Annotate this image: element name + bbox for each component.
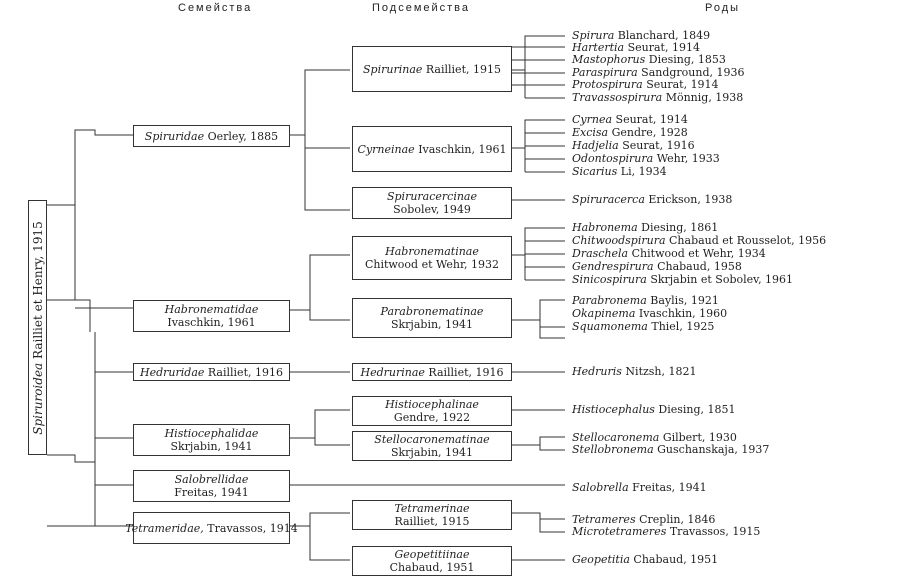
subfamily-author: Railliet, 1915 [425, 62, 501, 76]
family-author: Travassos, 1914 [207, 521, 298, 535]
header-subfamilies: Подсемейства [372, 2, 471, 14]
genus-author: Chitwood et Wehr, 1934 [631, 247, 766, 260]
root-name: Spiruroidea [30, 362, 45, 435]
genus-author: Erickson, 1938 [648, 193, 733, 206]
genus-item [572, 91, 743, 104]
genus-name: Histiocephalus [572, 403, 655, 416]
subfamily-author: Chabaud, 1951 [389, 561, 475, 574]
genus-author: Guschanskaja, 1937 [657, 443, 770, 456]
subfamily-name: Spiruracercinae [386, 190, 477, 203]
genus-author: Li, 1934 [620, 165, 667, 178]
genus-author: Diesing, 1861 [641, 221, 719, 234]
genus-name: Chitwoodspirura [572, 234, 666, 247]
genus-author: Gilbert, 1930 [662, 431, 737, 444]
genus-name: Spiruracerca [572, 193, 645, 206]
subfamily-box [352, 298, 512, 338]
genus-author: Seurat, 1914 [627, 41, 700, 54]
genus-name: Stellobronema [572, 443, 654, 456]
subfamily-name: Histiocephalinae [385, 398, 479, 411]
genus-author: Diesing, 1853 [648, 53, 726, 66]
genus-item [572, 320, 714, 333]
family-box [133, 363, 290, 381]
root-superfamily-box [28, 200, 47, 455]
subfamily-author: Ivaschkin, 1961 [418, 142, 507, 156]
genus-author: Blanchard, 1849 [617, 29, 711, 42]
family-box [125, 512, 298, 544]
genus-name: Cyrnea [572, 113, 613, 126]
genus-name: Stellocaronema [572, 431, 660, 444]
root-author: Railliet et Henry, 1915 [30, 220, 45, 359]
subfamily-box [352, 431, 512, 461]
family-author: Ivaschkin, 1961 [167, 316, 256, 329]
genus-item [572, 443, 769, 456]
genus-name: Odontospirura [572, 152, 654, 165]
genus-item [572, 139, 695, 152]
genus-name: Sicarius [572, 165, 618, 178]
genus-author: Thiel, 1925 [651, 320, 715, 333]
genus-name: Okapinema [572, 307, 636, 320]
genus-name: Travassospirura [572, 91, 663, 104]
genus-author: Seurat, 1914 [615, 113, 688, 126]
genus-item [572, 78, 719, 91]
subfamily-name: Cyrneinae [357, 142, 415, 156]
family-author: Skrjabin, 1941 [170, 440, 253, 453]
genus-name: Geopetitia [572, 553, 630, 566]
family-name: Spiruridae [144, 129, 205, 143]
genus-item [572, 260, 742, 273]
subfamily-name: Habronematinae [385, 245, 479, 258]
genus-author: Seurat, 1914 [646, 78, 719, 91]
genus-name: Gendrespirura [572, 260, 654, 273]
genus-item [572, 294, 719, 307]
genus-author: Diesing, 1851 [658, 403, 736, 416]
genus-author: Skrjabin et Sobolev, 1961 [650, 273, 794, 286]
subfamily-box [352, 187, 512, 219]
genus-name: Spirura [572, 29, 615, 42]
subfamily-name: Hedrurinae [360, 365, 425, 379]
genus-item [572, 553, 718, 566]
family-author: Railliet, 1916 [207, 365, 283, 379]
genus-author: Freitas, 1941 [632, 481, 707, 494]
family-name: Salobrellidae [174, 473, 249, 486]
subfamily-box [352, 363, 512, 381]
genus-item [572, 193, 732, 206]
genus-item [572, 113, 688, 126]
genus-name: Parabronema [572, 294, 647, 307]
subfamily-author: Skrjabin, 1941 [390, 318, 474, 331]
genus-item [572, 273, 793, 286]
family-author: Freitas, 1941 [174, 486, 249, 499]
genus-name: Hartertia [572, 41, 625, 54]
genus-item [572, 525, 760, 538]
genus-item [572, 152, 720, 165]
genus-author: Chabaud et Rousselot, 1956 [669, 234, 827, 247]
genus-author: Mönnig, 1938 [665, 91, 744, 104]
genus-author: Sandground, 1936 [641, 66, 745, 79]
subfamily-box [352, 46, 512, 92]
genus-item [572, 126, 688, 139]
subfamily-author: Railliet, 1916 [428, 365, 504, 379]
subfamily-name: Spirurinae [363, 62, 423, 76]
subfamily-box [352, 396, 512, 426]
subfamily-box [352, 126, 512, 172]
family-box [133, 125, 290, 147]
subfamily-name: Parabronematinae [380, 305, 484, 318]
genus-name: Habronema [572, 221, 638, 234]
genus-item [572, 221, 718, 234]
genus-author: Wehr, 1933 [656, 152, 720, 165]
subfamily-author: Railliet, 1915 [394, 515, 470, 528]
genus-item [572, 403, 736, 416]
genus-name: Microtetrameres [572, 525, 667, 538]
subfamily-author: Gendre, 1922 [393, 411, 471, 424]
family-box [133, 424, 290, 456]
family-name: Tetrameridae, [125, 521, 204, 535]
subfamily-name: Geopetitiinae [394, 548, 470, 561]
genus-item [572, 53, 726, 66]
genus-item [572, 365, 697, 378]
genus-item [572, 481, 707, 494]
root-label [31, 221, 45, 434]
genus-author: Travassos, 1915 [669, 525, 761, 538]
family-box [133, 300, 290, 332]
header-genera: Роды [705, 2, 741, 14]
genus-name: Protospirura [572, 78, 643, 91]
genus-name: Sinicospirura [572, 273, 647, 286]
genus-item [572, 307, 727, 320]
subfamily-box [352, 500, 512, 530]
genus-name: Squamonema [572, 320, 648, 333]
family-box [133, 470, 290, 502]
family-name: Histiocephalidae [164, 427, 259, 440]
family-name: Hedruridae [140, 365, 205, 379]
subfamily-box [352, 236, 512, 280]
header-families: Семейства [178, 2, 253, 14]
genus-name: Paraspirura [572, 66, 638, 79]
subfamily-author: Skrjabin, 1941 [390, 446, 474, 459]
subfamily-author: Sobolev, 1949 [393, 203, 471, 216]
genus-name: Tetrameres [572, 513, 636, 526]
subfamily-author: Chitwood et Wehr, 1932 [364, 258, 500, 271]
genus-author: Gendre, 1928 [611, 126, 688, 139]
family-author: Oerley, 1885 [207, 129, 279, 143]
genus-author: Baylis, 1921 [650, 294, 719, 307]
genus-item [572, 165, 667, 178]
genus-author: Creplin, 1846 [639, 513, 716, 526]
genus-author: Ivaschkin, 1960 [638, 307, 728, 320]
genus-name: Hadjelia [572, 139, 619, 152]
genus-author: Nitzsh, 1821 [625, 365, 697, 378]
genus-name: Mastophorus [572, 53, 646, 66]
subfamily-name: Stellocaronematinae [374, 433, 490, 446]
genus-name: Salobrella [572, 481, 629, 494]
genus-item [572, 247, 766, 260]
genus-author: Chabaud, 1951 [633, 553, 719, 566]
genus-name: Draschela [572, 247, 629, 260]
genus-item [572, 234, 826, 247]
genus-name: Excisa [572, 126, 609, 139]
subfamily-box [352, 546, 512, 576]
genus-author: Seurat, 1916 [622, 139, 695, 152]
genus-name: Hedruris [572, 365, 622, 378]
subfamily-name: Tetramerinae [394, 502, 470, 515]
genus-author: Chabaud, 1958 [657, 260, 742, 273]
family-name: Habronematidae [164, 303, 259, 316]
